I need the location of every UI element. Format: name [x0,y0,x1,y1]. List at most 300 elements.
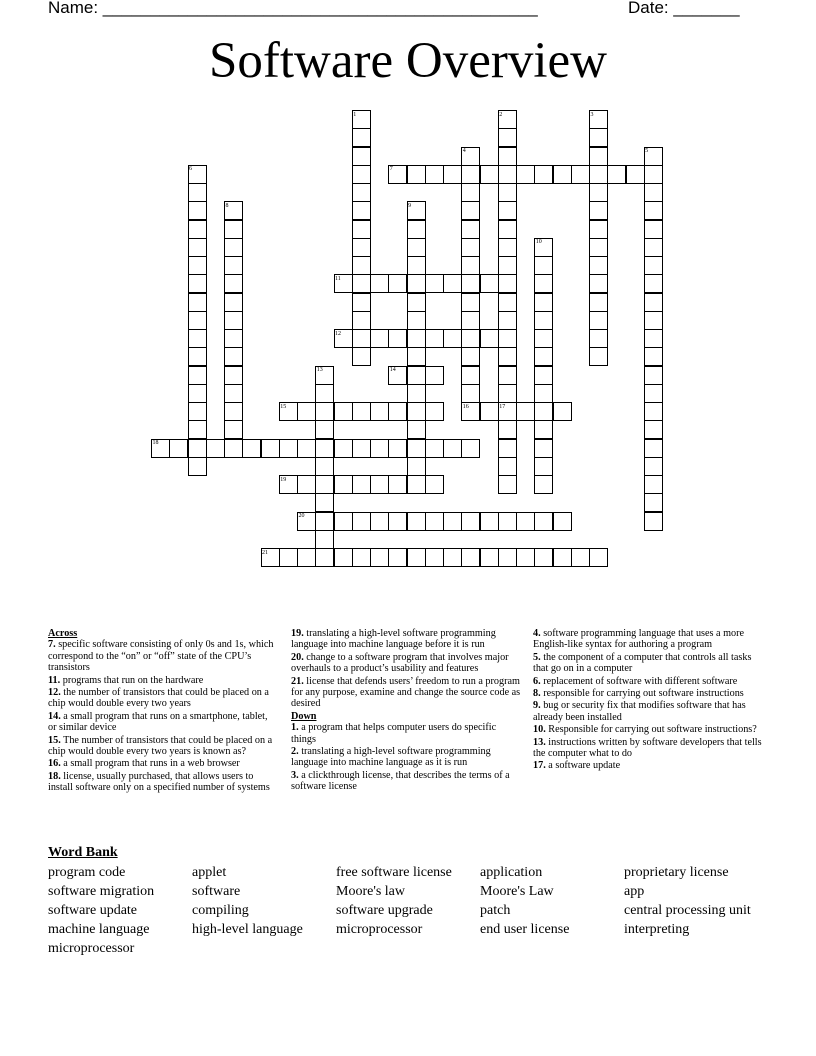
grid-cell[interactable] [407,420,426,439]
grid-cell[interactable] [425,548,444,567]
word-bank-item: Moore's Law [480,884,554,899]
word-bank-item: high-level language [192,922,303,937]
grid-cell[interactable] [644,256,663,275]
grid-cell[interactable] [534,420,553,439]
grid-cell[interactable] [498,201,517,220]
grid-cell[interactable] [498,457,517,476]
grid-cell[interactable] [461,183,480,202]
grid-cell[interactable] [644,493,663,512]
grid-cell[interactable] [388,548,407,567]
grid-cell[interactable] [352,128,371,147]
grid-cell[interactable] [644,329,663,348]
grid-cell[interactable] [425,329,444,348]
grid-cell[interactable] [534,256,553,275]
grid-cell[interactable] [407,256,426,275]
grid-cell[interactable] [644,457,663,476]
grid-cell[interactable] [553,165,572,184]
grid-cell[interactable] [589,147,608,166]
grid-cell[interactable] [644,293,663,312]
grid-cell[interactable] [224,347,243,366]
grid-cell[interactable] [334,402,353,421]
grid-cell[interactable] [461,238,480,257]
clue [291,628,523,651]
grid-cell[interactable] [516,512,535,531]
grid-cell[interactable] [534,311,553,330]
grid-cell[interactable] [407,274,426,293]
grid-cell[interactable] [315,512,334,531]
grid-cell[interactable] [498,548,517,567]
grid-cell[interactable] [534,274,553,293]
grid-cell[interactable] [188,256,207,275]
clue [291,746,523,769]
clue-number-label: 20. [291,651,304,663]
clue-number: 20 [298,513,305,519]
grid-cell[interactable] [443,329,462,348]
grid-cell[interactable] [407,402,426,421]
grid-cell[interactable] [498,165,517,184]
grid-cell[interactable] [334,439,353,458]
grid-cell[interactable] [461,220,480,239]
grid-cell[interactable] [242,439,261,458]
word-bank-item: compiling [192,903,249,918]
grid-cell[interactable] [498,293,517,312]
grid-cell[interactable] [589,293,608,312]
grid-cell[interactable] [644,220,663,239]
grid-cell[interactable] [352,165,371,184]
grid-cell[interactable] [352,512,371,531]
grid-cell[interactable] [644,475,663,494]
grid-cell[interactable] [188,274,207,293]
clue-text: software programming language that uses a more English-like syntax for authoring a program [533,628,745,651]
grid-cell[interactable] [388,439,407,458]
clue-number-label: 1. [291,722,299,734]
date-field[interactable]: Date: _______ [628,0,740,17]
grid-cell[interactable] [407,293,426,312]
grid-cell[interactable] [644,183,663,202]
clue-number: 2 [499,111,503,118]
grid-cell[interactable] [443,274,462,293]
grid-cell[interactable] [407,311,426,330]
grid-cell[interactable] [407,238,426,257]
grid-cell[interactable] [644,420,663,439]
grid-cell[interactable] [498,420,517,439]
grid-cell[interactable] [534,548,553,567]
clue-number-label: 3. [291,769,299,781]
clue-number: 19 [280,476,287,483]
grid-cell[interactable] [461,165,480,184]
grid-cell[interactable] [352,293,371,312]
grid-cell[interactable] [644,165,663,184]
clue-number-label: 17. [533,760,546,772]
word-bank-item: software migration [48,884,155,899]
word-bank [48,865,788,960]
grid-cell[interactable] [352,147,371,166]
grid-cell[interactable] [589,165,608,184]
word-bank-row [48,884,788,903]
grid-cell[interactable] [571,165,590,184]
grid-cell[interactable] [461,274,480,293]
grid-cell[interactable] [498,220,517,239]
clue-number: 10 [535,239,542,246]
word-bank-row [48,903,788,922]
grid-cell[interactable] [498,238,517,257]
grid-cell[interactable] [407,457,426,476]
grid-cell[interactable] [534,402,553,421]
grid-cell[interactable] [498,311,517,330]
grid-cell[interactable] [461,256,480,275]
grid-cell[interactable] [589,274,608,293]
grid-cell[interactable] [279,548,298,567]
grid-cell[interactable] [315,475,334,494]
grid-cell[interactable] [370,402,389,421]
clue-number: 7 [389,166,393,173]
grid-cell[interactable] [425,402,444,421]
clues-column-3 [533,628,765,773]
grid-cell[interactable] [224,238,243,257]
grid-cell[interactable] [407,548,426,567]
grid-cell[interactable] [188,311,207,330]
grid-cell[interactable] [188,183,207,202]
grid-cell[interactable] [352,238,371,257]
grid-cell[interactable] [498,256,517,275]
word-bank-item: interpreting [624,922,690,937]
clue [533,652,765,675]
grid-cell[interactable] [498,329,517,348]
grid-cell[interactable] [644,201,663,220]
grid-cell[interactable] [644,366,663,385]
grid-cell[interactable] [352,274,371,293]
grid-cell[interactable] [589,329,608,348]
clue-number-label: 18. [48,770,61,782]
grid-cell[interactable] [425,165,444,184]
grid-cell[interactable] [607,165,626,184]
clue-text: translating a high-level software programming language into machine language as it is run [291,746,491,769]
grid-cell[interactable] [388,402,407,421]
grid-cell[interactable] [370,512,389,531]
grid-cell[interactable] [315,402,334,421]
grid-cell[interactable] [334,475,353,494]
grid-cell[interactable] [589,220,608,239]
clues-column-2 [291,628,523,794]
grid-cell[interactable] [553,402,572,421]
clue [533,628,765,651]
grid-cell[interactable] [407,439,426,458]
grid-cell[interactable] [188,329,207,348]
word-bank-item: app [624,884,645,899]
grid-cell[interactable] [644,512,663,531]
grid-cell[interactable] [224,329,243,348]
grid-cell[interactable] [352,329,371,348]
grid-cell[interactable] [188,384,207,403]
grid-cell[interactable] [224,384,243,403]
grid-cell[interactable] [188,293,207,312]
grid-cell[interactable] [534,512,553,531]
grid-cell[interactable] [461,439,480,458]
clue [291,770,523,793]
grid-cell[interactable] [297,548,316,567]
grid-cell[interactable] [534,457,553,476]
clue [533,676,765,687]
clues-column-1 [48,628,278,795]
grid-cell[interactable] [498,366,517,385]
grid-cell[interactable] [644,384,663,403]
name-field[interactable]: Name: ______________________________________________ [48,0,538,17]
clue [48,735,278,758]
clue-text: translating a high-level software programming language into machine language before it is run [291,628,496,651]
grid-cell[interactable] [644,238,663,257]
grid-cell[interactable] [279,439,298,458]
grid-cell[interactable] [443,439,462,458]
across-heading: Across [48,628,78,639]
grid-cell[interactable] [589,201,608,220]
clue-number-label: 8. [533,688,541,700]
grid-cell[interactable] [534,347,553,366]
grid-cell[interactable] [188,201,207,220]
clue-number-label: 11. [48,674,61,686]
grid-cell[interactable] [498,274,517,293]
grid-cell[interactable] [370,439,389,458]
grid-cell[interactable] [516,548,535,567]
grid-cell[interactable] [516,165,535,184]
grid-cell[interactable] [407,347,426,366]
grid-cell[interactable] [188,347,207,366]
page-title: Software Overview [209,33,607,89]
grid-cell[interactable] [388,329,407,348]
grid-cell[interactable] [224,366,243,385]
clue-number: 5 [645,148,649,154]
clue [533,700,765,723]
clue-text: the number of transistors that could be placed on a chip would double every two years [48,687,269,710]
grid-cell[interactable] [461,311,480,330]
grid-cell[interactable] [589,347,608,366]
grid-cell[interactable] [534,366,553,385]
grid-cell[interactable] [407,512,426,531]
grid-cell[interactable] [498,183,517,202]
clue-text: The number of transistors that could be placed on a chip would double every two years is known as? [48,734,273,758]
grid-cell[interactable] [498,128,517,147]
grid-cell[interactable] [407,220,426,239]
clue-number: 3 [590,111,594,118]
grid-cell[interactable] [352,201,371,220]
grid-cell[interactable] [534,165,553,184]
clue-text: programs that run on the hardware [60,674,204,686]
grid-cell[interactable] [188,238,207,257]
grid-cell[interactable] [407,329,426,348]
grid-cell[interactable] [388,475,407,494]
grid-cell[interactable] [553,512,572,531]
clue-number-label: 15. [48,734,61,746]
grid-cell[interactable] [589,256,608,275]
clue-number: 1 [353,111,357,118]
grid-cell[interactable] [334,548,353,567]
grid-cell[interactable] [498,512,517,531]
grid-cell[interactable] [224,256,243,275]
grid-cell[interactable] [443,548,462,567]
clue [533,737,765,760]
grid-cell[interactable] [407,165,426,184]
grid-cell[interactable] [589,311,608,330]
word-bank-item: software update [48,903,138,918]
clue-number: 17 [499,403,506,410]
grid-cell[interactable] [626,165,645,184]
grid-cell[interactable] [352,439,371,458]
grid-cell[interactable] [352,402,371,421]
grid-cell[interactable] [425,475,444,494]
grid-cell[interactable] [224,274,243,293]
grid-cell[interactable] [534,384,553,403]
clue-number-label: 14. [48,710,61,722]
clue-number-label: 7. [48,639,56,651]
clue [533,724,765,735]
grid-cell[interactable] [498,347,517,366]
grid-cell[interactable] [188,402,207,421]
grid-cell[interactable] [516,402,535,421]
grid-cell[interactable] [480,402,499,421]
grid-cell[interactable] [315,384,334,403]
word-bank-item: microprocessor [48,941,135,956]
grid-cell[interactable] [498,384,517,403]
grid-cell[interactable] [188,439,207,458]
grid-cell[interactable] [188,220,207,239]
grid-cell[interactable] [297,439,316,458]
grid-cell[interactable] [644,274,663,293]
grid-cell[interactable] [425,439,444,458]
grid-cell[interactable] [352,548,371,567]
word-bank-title: Word Bank [48,845,118,860]
grid-cell[interactable] [425,512,444,531]
grid-cell[interactable] [553,548,572,567]
grid-cell[interactable] [315,457,334,476]
grid-cell[interactable] [534,293,553,312]
grid-cell[interactable] [352,347,371,366]
grid-cell[interactable] [589,548,608,567]
grid-cell[interactable] [461,201,480,220]
grid-cell[interactable] [224,420,243,439]
grid-cell[interactable] [388,274,407,293]
clue-number: 11 [335,275,341,282]
grid-cell[interactable] [425,366,444,385]
word-bank-item: Moore's law [336,884,406,899]
clue-text: the component of a computer that controls all tasks that go on in a computer [533,651,752,675]
grid-cell[interactable] [461,548,480,567]
grid-cell[interactable] [315,548,334,567]
grid-cell[interactable] [370,548,389,567]
grid-cell[interactable] [534,439,553,458]
grid-cell[interactable] [425,274,444,293]
grid-cell[interactable] [461,347,480,366]
grid-cell[interactable] [644,311,663,330]
grid-cell[interactable] [644,439,663,458]
grid-cell[interactable] [224,402,243,421]
grid-cell[interactable] [480,548,499,567]
grid-cell[interactable] [480,165,499,184]
grid-cell[interactable] [370,329,389,348]
grid-cell[interactable] [206,439,225,458]
clue [291,722,523,745]
grid-cell[interactable] [224,220,243,239]
clue [48,758,278,769]
grid-cell[interactable] [188,366,207,385]
grid-cell[interactable] [589,128,608,147]
word-bank-row [48,865,788,884]
grid-cell[interactable] [224,311,243,330]
grid-cell[interactable] [498,475,517,494]
grid-cell[interactable] [480,512,499,531]
grid-cell[interactable] [461,512,480,531]
grid-cell[interactable] [315,493,334,512]
grid-cell[interactable] [315,439,334,458]
grid-cell[interactable] [188,420,207,439]
grid-cell[interactable] [297,402,316,421]
grid-cell[interactable] [315,420,334,439]
grid-cell[interactable] [352,183,371,202]
clue-text: instructions written by software developers that tells the computer what to do [533,736,762,760]
grid-cell[interactable] [224,293,243,312]
grid-cell[interactable] [407,366,426,385]
clue-text: specific software consisting of only 0s and 1s, which correspond to the “on” or “off” state of the CPU’s transistors [48,639,274,674]
clue-number-label: 6. [533,675,541,687]
grid-cell[interactable] [261,439,280,458]
grid-cell[interactable] [571,548,590,567]
word-bank-item: end user license [480,922,570,937]
clue-number: 9 [408,202,411,209]
clue-number-label: 12. [48,687,61,699]
grid-cell[interactable] [407,475,426,494]
grid-cell[interactable] [480,274,499,293]
grid-cell[interactable] [644,347,663,366]
word-bank-row [48,941,788,960]
grid-cell[interactable] [480,329,499,348]
grid-cell[interactable] [534,329,553,348]
grid-cell[interactable] [461,366,480,385]
clue-text: a small program that runs on a smartphone, tablet, or similar device [48,710,268,734]
grid-cell[interactable] [443,512,462,531]
word-bank-item: proprietary license [624,865,729,880]
clue-text: Responsible for carrying out software instructions? [545,724,757,736]
clue-number: 16 [462,403,469,410]
grid-cell[interactable] [334,512,353,531]
grid-cell[interactable] [352,311,371,330]
grid-cell[interactable] [315,530,334,549]
grid-cell[interactable] [644,402,663,421]
grid-cell[interactable] [589,183,608,202]
grid-cell[interactable] [370,274,389,293]
grid-cell[interactable] [169,439,188,458]
grid-cell[interactable] [534,475,553,494]
grid-cell[interactable] [188,457,207,476]
grid-cell[interactable] [461,384,480,403]
clue-text: license that defends users’ freedom to run a program for any purpose, examine and change the source code as desired [291,675,521,710]
grid-cell[interactable] [352,220,371,239]
grid-cell[interactable] [407,384,426,403]
grid-cell[interactable] [498,147,517,166]
grid-cell[interactable] [388,512,407,531]
clue [48,687,278,710]
grid-cell[interactable] [461,329,480,348]
grid-cell[interactable] [224,439,243,458]
grid-cell[interactable] [461,293,480,312]
clue-number-label: 10. [533,724,546,736]
grid-cell[interactable] [297,475,316,494]
grid-cell[interactable] [498,439,517,458]
grid-cell[interactable] [443,165,462,184]
grid-cell[interactable] [589,238,608,257]
grid-cell[interactable] [370,475,389,494]
grid-cell[interactable] [352,475,371,494]
clue-number-label: 13. [533,736,546,748]
grid-cell[interactable] [352,256,371,275]
clue [533,688,765,699]
